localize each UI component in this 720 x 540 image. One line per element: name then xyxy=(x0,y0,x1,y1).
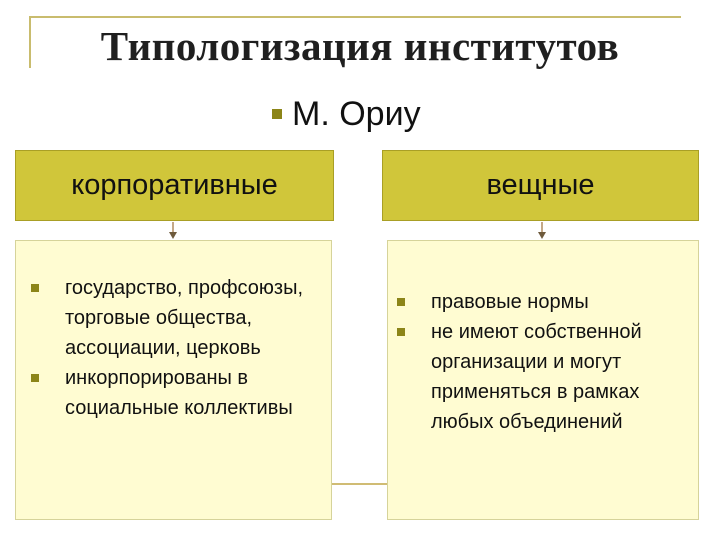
material-heading-box xyxy=(382,150,699,221)
list-item xyxy=(397,317,697,437)
page-title: Типологизация институтов xyxy=(100,23,620,69)
list-item xyxy=(31,363,331,423)
list-item-text: государство, профсоюзы, торговые общества, ассоциации, церковь xyxy=(65,277,304,359)
bullet-square-icon xyxy=(397,298,405,306)
bullet-square-icon xyxy=(272,109,282,119)
list-item-text: инкорпорированы в социальные коллективы xyxy=(65,367,293,419)
material-list xyxy=(397,287,697,437)
corporate-heading: корпоративные xyxy=(71,169,278,201)
down-arrow-icon xyxy=(537,222,547,240)
down-arrow-icon xyxy=(168,222,178,240)
corporate-details-box xyxy=(15,240,332,520)
author-line xyxy=(272,92,421,136)
corporate-list xyxy=(31,273,331,423)
material-details-box xyxy=(387,240,699,520)
list-item-text: не имеют собственной организации и могут применяться в рамках любых объединений xyxy=(431,321,642,433)
connector-line xyxy=(332,483,388,485)
list-item xyxy=(397,287,697,317)
author-name: М. Ориу xyxy=(292,94,421,133)
bullet-square-icon xyxy=(31,284,39,292)
list-item xyxy=(31,273,331,363)
bullet-square-icon xyxy=(31,374,39,382)
corporate-heading-box xyxy=(15,150,334,221)
list-item-text: правовые нормы xyxy=(431,291,589,313)
material-heading: вещные xyxy=(486,169,595,201)
bullet-square-icon xyxy=(397,328,405,336)
